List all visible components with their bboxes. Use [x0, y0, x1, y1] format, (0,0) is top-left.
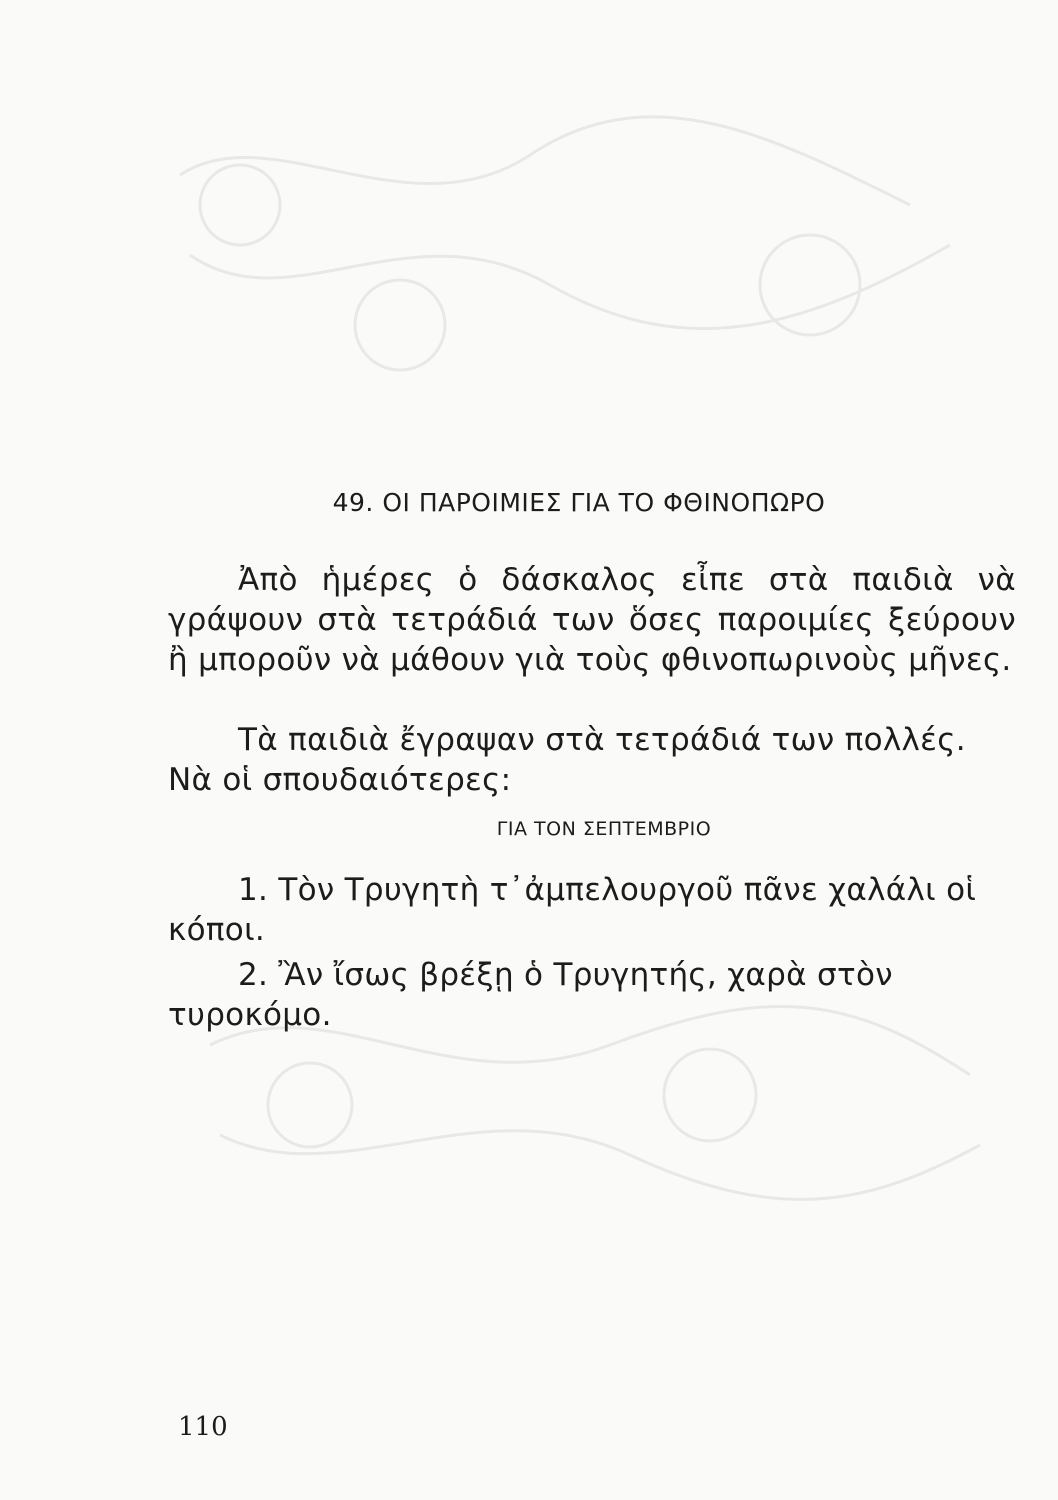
proverb-item: 2. Ἂν ἴσως βρέξῃ ὁ Τρυγητής, χαρὰ στὸν τυροκόμο. [168, 957, 893, 1033]
intro-paragraph: Ἀπὸ ἡμέρες ὁ δάσκαλος εἶπε στὰ παιδιὰ νὰ γράψουν στὰ τετράδιά των ὅσες παροιμίες ξεύρουν ἢ μποροῦν νὰ μάθουν γιὰ τοὺς φθινοπωρινοὺς μῆνες. [168, 562, 1016, 678]
chapter-heading: 49. ΟΙ ΠΑΡΟΙΜΙΕΣ ΓΙΑ ΤΟ ΦΘΙΝΟΠΩΡΟ [332, 488, 826, 517]
month-subheading: ΓΙΑ ΤΟΝ ΣΕΠΤΕΜΒΡΙΟ [496, 818, 712, 840]
page-number: 110 [178, 1412, 228, 1442]
proverb-item: 1. Τὸν Τρυγητὴ τ᾿ἀμπελουργοῦ πᾶνε χαλάλι οἱ κόποι. [168, 872, 977, 948]
second-paragraph: Τὰ παιδιὰ ἔγραψαν στὰ τετράδιά των πολλές. Νὰ οἱ σπουδαιότερες: [168, 722, 966, 798]
